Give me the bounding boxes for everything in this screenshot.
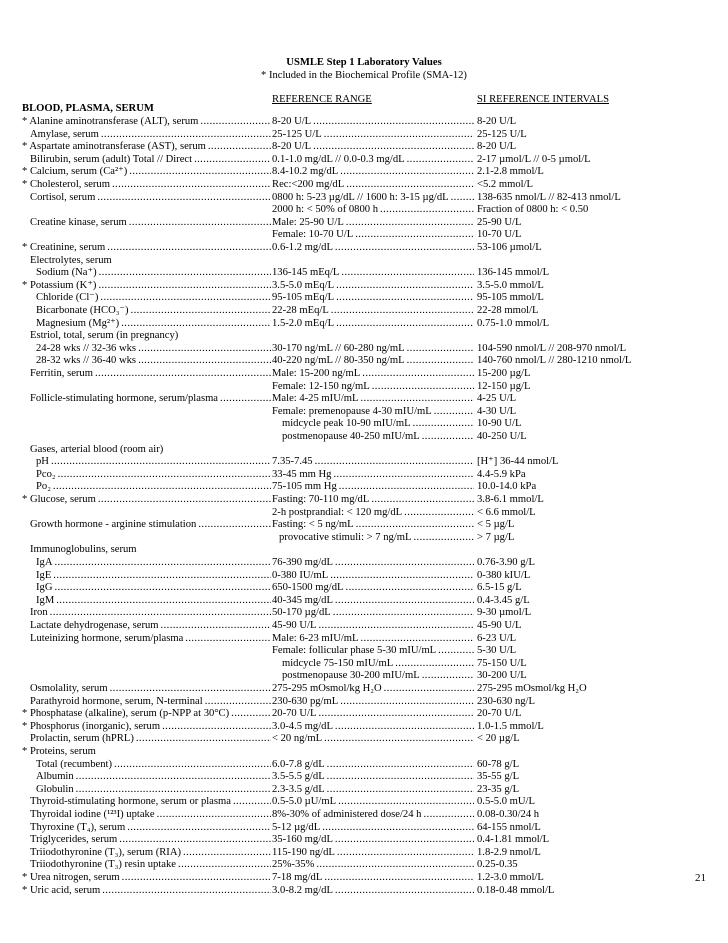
reference-range: Female: follicular phase 5-30 mIU/mL [272,645,437,656]
reference-range: 2-h postprandial: < 120 mg/dL [272,507,403,518]
dot-leader [438,645,474,657]
test-name: Bicarbonate (HCO₃⁻) [36,305,129,316]
test-name: Luteinizing hormone, serum/plasma [30,633,184,644]
dot-leader [414,532,475,544]
dot-leader [335,721,474,733]
reference-range: 8-20 U/L [272,116,312,127]
test-name: Albumin [36,771,74,782]
dot-leader [407,154,474,166]
dot-leader [183,847,271,859]
reference-range: 8-20 U/L [272,141,312,152]
dot-leader [121,318,271,330]
dot-leader [315,456,474,468]
dot-leader [322,822,474,834]
reference-range: 45-90 U/L [272,620,317,631]
dot-leader [395,658,474,670]
reference-range: 136-145 mEq/L [272,267,340,278]
dot-leader [423,809,474,821]
reference-range: 115-190 ng/dL [272,847,335,858]
dot-leader [327,784,474,796]
si-reference-interval: 75-150 U/L [477,658,527,669]
dot-leader [54,582,271,594]
si-reference-interval: 2.1-2.8 mmol/L [477,166,544,177]
dot-leader [138,355,271,367]
test-name: IgG [36,582,53,593]
reference-range: 0.5-5.0 µU/mL [272,796,337,807]
reference-range: 40-345 mg/dL [272,595,333,606]
dot-leader [102,885,271,897]
test-name: Amylase, serum [30,129,99,140]
si-reference-interval: 4-30 U/L [477,406,517,417]
dot-leader [407,355,474,367]
test-name: IgM [36,595,55,606]
si-reference-interval: 12-150 µg/L [477,381,531,392]
test-name: IgA [36,557,53,568]
dot-leader [380,204,474,216]
dot-leader [58,469,271,481]
dot-leader [407,343,474,355]
si-reference-interval: 4-25 U/L [477,393,517,404]
test-name: Pco₂ [36,469,56,480]
si-reference-interval: 35-55 g/L [477,771,520,782]
dot-leader [371,494,474,506]
si-reference-interval: 15-200 µg/L [477,368,531,379]
test-name: * Phosphatase (alkaline), serum (p-NPP at 30°C) [22,708,230,719]
si-reference-interval: < 5 µg/L [477,519,515,530]
si-reference-interval: 0.5-5.0 mU/L [477,796,535,807]
reference-range: 8%-30% of administered dose/24 h [272,809,422,820]
si-reference-interval: 23-35 g/L [477,784,520,795]
si-reference-interval: 0.25-0.35 [477,859,518,870]
reference-range: 22-28 mEq/L [272,305,329,316]
dot-leader [107,242,271,254]
dot-leader [324,733,474,745]
reference-range: 35-160 mg/dL [272,834,333,845]
dot-leader [355,229,474,241]
test-name: * Glucose, serum [22,494,96,505]
test-name: Thyroxine (T₄), serum [30,822,126,833]
reference-range: 25-125 U/L [272,129,322,140]
page-title: USMLE Step 1 Laboratory Values [286,57,442,68]
dot-leader [50,607,271,619]
dot-leader [138,343,271,355]
dot-leader [337,847,474,859]
si-reference-interval: <5.2 mmol/L [477,179,533,190]
dot-leader [51,456,271,468]
test-name: * Alanine aminotransferase (ALT), serum [22,116,199,127]
dot-leader [404,507,474,519]
test-name: Prolactin, serum (hPRL) [30,733,134,744]
si-reference-interval: 0.4-3.45 g/L [477,595,530,606]
si-reference-interval: 1.8-2.9 nmol/L [477,847,541,858]
dot-leader [340,166,474,178]
dot-leader [185,633,271,645]
reference-range: 30-170 ng/mL // 60-280 ng/mL [272,343,405,354]
dot-leader [233,796,271,808]
dot-leader [99,267,271,279]
si-reference-interval: > 7 µg/L [477,532,515,543]
dot-leader [313,141,474,153]
dot-leader [200,116,271,128]
dot-leader [101,129,271,141]
test-name: * Aspartate aminotransferase (AST), serum [22,141,206,152]
test-name: Globulin [36,784,74,795]
si-reference-interval: 3.8-6.1 mmol/L [477,494,544,505]
reference-range: < 20 ng/mL [272,733,323,744]
dot-leader [313,116,474,128]
dot-leader [335,242,474,254]
dot-leader [413,418,474,430]
dot-leader [136,733,271,745]
dot-leader [131,305,271,317]
dot-leader [119,834,271,846]
test-name: Triglycerides, serum [30,834,118,845]
test-name: Cortisol, serum [30,192,96,203]
test-name: * Uric acid, serum [22,885,101,896]
reference-range: postmenopause 30-200 mIU/mL [282,670,420,681]
dot-leader [205,696,271,708]
test-name: Parathyroid hormone, serum, N-terminal [30,696,203,707]
test-name: Gases, arterial blood (room air) [30,444,164,455]
dot-leader [110,683,271,695]
reference-range: 7.35-7.45 [272,456,313,467]
reference-range: Female: 10-70 U/L [272,229,354,240]
reference-range: 25%-35% [272,859,315,870]
dot-leader [346,217,474,229]
dot-leader [330,570,474,582]
dot-leader [56,595,271,607]
reference-range: Fasting: 70-110 mg/dL [272,494,370,505]
si-reference-interval: 0-380 kIU/L [477,570,531,581]
reference-range: 40-220 ng/mL // 80-350 ng/mL [272,355,405,366]
reference-range: 50-170 µg/dL [272,607,331,618]
si-reference-interval: 22-28 mmol/L [477,305,539,316]
reference-range: Male: 15-200 ng/mL [272,368,361,379]
reference-range: 33-45 mm Hg [272,469,332,480]
dot-leader [422,670,474,682]
dot-leader [114,759,271,771]
reference-range: Fasting: < 5 ng/mL [272,519,354,530]
dot-leader [339,481,474,493]
si-reference-interval: 0.4-1.81 mmol/L [477,834,550,845]
reference-range: Male: 25-90 U/L [272,217,344,228]
reference-range: 275-295 mOsmol/kg H₂O [272,683,382,694]
si-reference-interval: 25-90 U/L [477,217,522,228]
test-name: 28-32 wks // 36-40 wks [36,355,137,366]
reference-range: 650-1500 mg/dL [272,582,344,593]
dot-leader [129,166,271,178]
reference-range: provocative stimuli: > 7 ng/mL [279,532,412,543]
reference-range: 0.1-1.0 mg/dL // 0.0-0.3 mg/dL [272,154,405,165]
si-reference-interval: 25-125 U/L [477,129,527,140]
si-reference-interval: 10-70 U/L [477,229,522,240]
dot-leader [324,872,474,884]
page-number: 21 [695,872,706,884]
dot-leader [220,393,271,405]
test-name: Bilirubin, serum (adult) Total // Direct [30,154,193,165]
test-name: pH [36,456,49,467]
test-name: Follicle-stimulating hormone, serum/plasma [30,393,219,404]
dot-leader [341,267,474,279]
reference-range: 3.0-8.2 mg/dL [272,885,333,896]
dot-leader [346,179,474,191]
dot-leader [54,557,271,569]
dot-leader [231,708,271,720]
reference-range: 0800 h: 5-23 µg/dL // 1600 h: 3-15 µg/dL [272,192,449,203]
dot-leader [198,519,271,531]
test-name: Triiodothyronine (T₃) resin uptake [30,859,177,870]
dot-leader [194,154,271,166]
reference-range: Female: premenopause 4-30 mIU/mL [272,406,432,417]
dot-leader [324,129,474,141]
test-name: * Urea nitrogen, serum [22,872,120,883]
si-reference-interval: 0.18-0.48 mmol/L [477,885,555,896]
si-reference-interval: 45-90 U/L [477,620,522,631]
si-reference-interval: [H⁺] 36-44 nmol/L [477,456,559,467]
test-name: * Creatinine, serum [22,242,106,253]
dot-leader [100,292,271,304]
test-name: Growth hormone - arginine stimulation [30,519,197,530]
test-name: * Proteins, serum [22,746,96,757]
test-name: Creatine kinase, serum [30,217,127,228]
si-reference-interval: 8-20 U/L [477,116,517,127]
reference-range: 2000 h: < 50% of 0800 h [272,204,379,215]
reference-range: 6.0-7.8 g/dL [272,759,325,770]
reference-range: 7-18 mg/dL [272,872,323,883]
si-reference-interval: < 6.6 mmol/L [477,507,536,518]
dot-leader [361,633,475,645]
reference-range: Male: 4-25 mIU/mL [272,393,359,404]
dot-leader [346,582,474,594]
si-reference-interval: 10-90 U/L [477,418,522,429]
si-reference-interval: 1.2-3.0 mmol/L [477,872,544,883]
test-name: Iron [30,607,48,618]
dot-leader [95,368,271,380]
test-name: Triiodothyronine (T₃), serum (RIA) [30,847,182,858]
test-name: Immunoglobulins, serum [30,544,137,555]
si-reference-interval: 95-105 mmol/L [477,292,544,303]
si-reference-interval: 1.0-1.5 mmol/L [477,721,544,732]
si-reference-interval: 4.4-5.9 kPa [477,469,526,480]
dot-leader [331,305,474,317]
si-reference-interval: Fraction of 0800 h: < 0.50 [477,204,589,215]
dot-leader [336,280,474,292]
reference-range: Rec:<200 mg/dL [272,179,345,190]
reference-range: 3.0-4.5 mg/dL [272,721,333,732]
si-reference-interval: 5-30 U/L [477,645,517,656]
dot-leader [76,784,271,796]
reference-range: 5-12 µg/dL [272,822,321,833]
dot-leader [333,469,474,481]
test-name: * Cholesterol, serum [22,179,110,190]
reference-range: 0.6-1.2 mg/dL [272,242,333,253]
dot-leader [161,620,271,632]
dot-leader [340,696,474,708]
reference-range: 3.5-5.0 mEq/L [272,280,335,291]
dot-leader [434,406,474,418]
dot-leader [178,859,271,871]
dot-leader [335,595,474,607]
reference-range: midcycle 75-150 mIU/mL [282,658,394,669]
test-name: Lactate dehydrogenase, serum [30,620,159,631]
si-reference-interval: 9-30 µmol/L [477,607,532,618]
reference-range: Female: 12-150 ng/mL [272,381,370,392]
test-name: Osmolality, serum [30,683,108,694]
si-reference-interval: 64-155 nmol/L [477,822,541,833]
dot-leader [335,834,474,846]
test-name: Po₂ [36,481,51,492]
dot-leader [356,519,474,531]
test-name: Chloride (Cl⁻) [36,292,99,303]
test-name: Total (recumbent) [36,759,113,770]
si-reference-interval: 6-23 U/L [477,633,517,644]
dot-leader [336,318,474,330]
si-reference-interval: 60-78 g/L [477,759,520,770]
dot-leader [335,885,474,897]
section-heading: BLOOD, PLASMA, SERUM [22,103,154,114]
column-header-reference-range: REFERENCE RANGE [272,94,372,105]
dot-leader [53,570,271,582]
si-reference-interval: 230-630 ng/L [477,696,535,707]
si-reference-interval: 40-250 U/L [477,431,527,442]
si-reference-interval: 104-590 nmol/L // 208-970 nmol/L [477,343,627,354]
si-reference-interval: 3.5-5.0 mmol/L [477,280,544,291]
test-name: Estriol, total, serum (in pregnancy) [30,330,179,341]
si-reference-interval: 0.08-0.30/24 h [477,809,540,820]
reference-range: 0-380 IU/mL [272,570,329,581]
dot-leader [318,620,474,632]
test-name: 24-28 wks // 32-36 wks [36,343,137,354]
test-name: * Potassium (K⁺) [22,280,97,291]
si-reference-interval: 138-635 nmol/L // 82-413 nmol/L [477,192,621,203]
reference-range: 230-630 pg/mL [272,696,339,707]
dot-leader [208,141,271,153]
si-reference-interval: 0.76-3.90 g/L [477,557,535,568]
test-name: * Phosphorus (inorganic), serum [22,721,161,732]
dot-leader [122,872,271,884]
reference-range: 1.5-2.0 mEq/L [272,318,335,329]
dot-leader [98,494,271,506]
dot-leader [336,292,474,304]
dot-leader [361,393,475,405]
si-reference-interval: 20-70 U/L [477,708,522,719]
test-name: Magnesium (Mg²⁺) [36,318,120,329]
test-name: Thyroidal iodine (¹²³I) uptake [30,809,155,820]
reference-range: postmenopause 40-250 mIU/mL [282,431,420,442]
reference-range: 75-105 mm Hg [272,481,337,492]
test-name: Sodium (Na⁺) [36,267,97,278]
reference-range: 95-105 mEq/L [272,292,335,303]
test-name: * Calcium, serum (Ca²⁺) [22,166,128,177]
dot-leader [362,368,474,380]
dot-leader [451,192,474,204]
si-reference-interval: 53-106 µmol/L [477,242,542,253]
dot-leader [338,796,474,808]
si-reference-interval: 6.5-15 g/L [477,582,522,593]
dot-leader [318,708,474,720]
dot-leader [53,481,271,493]
dot-leader [384,683,474,695]
test-name: Thyroid-stimulating hormone, serum or plasma [30,796,231,807]
si-reference-interval: 2-17 µmol/L // 0-5 µmol/L [477,154,591,165]
reference-range: midcycle peak 10-90 mIU/mL [282,418,411,429]
reference-range: 2.3-3.5 g/dL [272,784,325,795]
si-reference-interval: 30-200 U/L [477,670,527,681]
si-reference-interval: 136-145 mmol/L [477,267,550,278]
column-header-si-intervals: SI REFERENCE INTERVALS [477,94,609,105]
dot-leader [422,431,474,443]
reference-range: 76-390 mg/dL [272,557,333,568]
si-reference-interval: 8-20 U/L [477,141,517,152]
si-reference-interval: 275-295 mOsmol/kg H₂O [477,683,587,694]
dot-leader [129,217,271,229]
test-name: Electrolytes, serum [30,255,112,266]
si-reference-interval: 10.0-14.0 kPa [477,481,537,492]
dot-leader [372,381,474,393]
dot-leader [333,607,474,619]
dot-leader [76,771,271,783]
si-reference-interval: 0.75-1.0 mmol/L [477,318,550,329]
dot-leader [97,192,271,204]
test-name: Ferritin, serum [30,368,93,379]
page-subtitle: * Included in the Biochemical Profile (SMA-12) [261,70,467,81]
dot-leader [316,859,474,871]
dot-leader [112,179,271,191]
dot-leader [157,809,271,821]
reference-range: 3.5-5.5 g/dL [272,771,325,782]
si-reference-interval: 140-760 nmol/L // 280-1210 nmol/L [477,355,632,366]
dot-leader [335,557,474,569]
reference-range: 20-70 U/L [272,708,317,719]
dot-leader [327,759,474,771]
dot-leader [162,721,271,733]
reference-range: Male: 6-23 mIU/mL [272,633,359,644]
test-name: IgE [36,570,52,581]
dot-leader [98,280,271,292]
dot-leader [127,822,271,834]
reference-range: 8.4-10.2 mg/dL [272,166,339,177]
dot-leader [327,771,474,783]
si-reference-interval: < 20 µg/L [477,733,520,744]
